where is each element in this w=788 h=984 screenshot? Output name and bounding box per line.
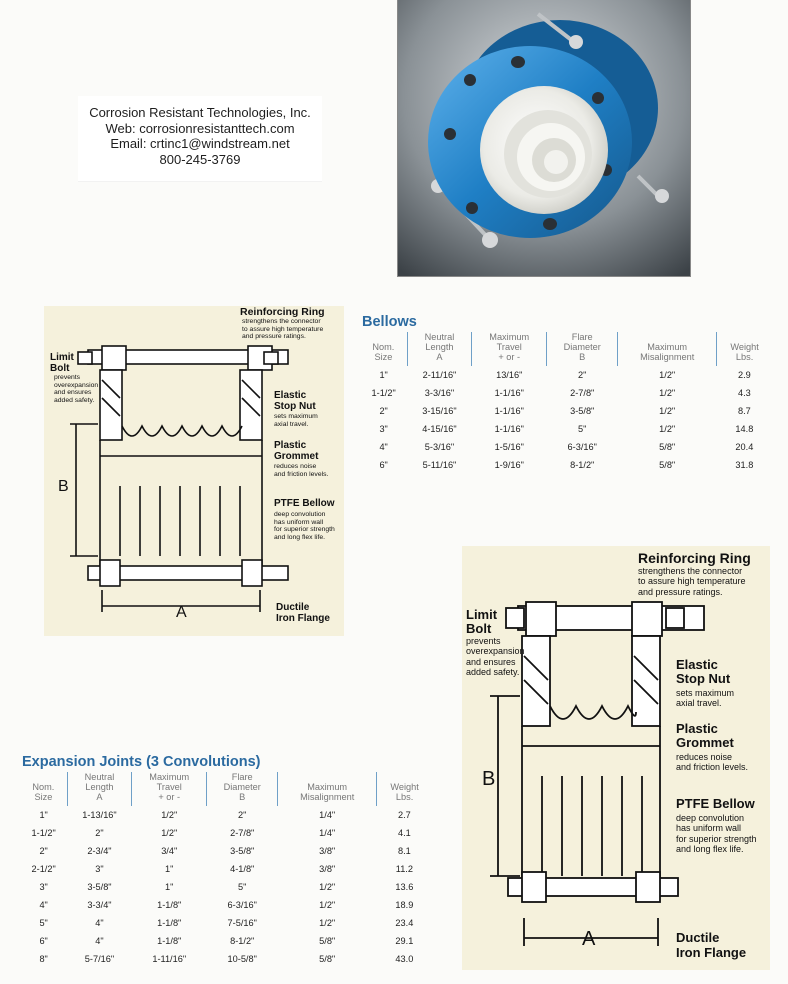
table-cell: 20.4: [735, 442, 754, 452]
table-row: [20, 950, 432, 968]
table-cell: 5/8": [319, 954, 336, 964]
label-elastic-stop-nut-large: Elastic Stop Nut: [676, 657, 731, 686]
table-cell: 1/4": [319, 810, 336, 820]
table-cell: 8.1: [397, 846, 411, 856]
table-cell: 2": [238, 810, 247, 820]
table-cell: 2-11/16": [422, 370, 457, 380]
table-cell: 5": [578, 424, 587, 434]
table-row: [20, 914, 432, 932]
desc-ptfe-bellow-large: deep convolution has uniform wall for superior strength and long flex life.: [676, 813, 757, 855]
table-cell: 2.7: [397, 810, 411, 820]
desc-elastic-stop-nut: sets maximum axial travel.: [274, 413, 318, 428]
dimension-a-large: A: [582, 928, 596, 950]
dimension-a: A: [176, 604, 187, 621]
table-cell: 3-5/8": [570, 406, 595, 416]
table-cell: 3": [39, 882, 48, 892]
column-header: Weight Lbs.: [730, 342, 759, 362]
table-cell: 2-1/2": [31, 864, 56, 874]
table-cell: 4": [95, 918, 104, 928]
column-header: Maximum Misalignment: [278, 772, 377, 806]
bellows-title: Bellows: [362, 314, 417, 330]
table-cell: 1/2": [659, 388, 676, 398]
table-cell: 1/2": [161, 828, 178, 838]
label-ptfe-bellow: PTFE Bellow: [274, 498, 335, 509]
table-row: [20, 806, 432, 824]
table-cell: 8": [39, 954, 48, 964]
table-cell: 1-1/8": [157, 900, 182, 910]
expansion-joints-table: [20, 772, 432, 968]
column-header: Maximum Travel + or -: [132, 772, 207, 806]
table-cell: 3-3/16": [424, 388, 455, 398]
table-cell: 2": [39, 846, 48, 856]
table-cell: 3": [379, 424, 388, 434]
dimension-b-large: B: [482, 768, 496, 790]
table-cell: 1": [165, 864, 174, 874]
table-cell: 14.8: [735, 424, 754, 434]
desc-elastic-stop-nut-large: sets maximum axial travel.: [676, 688, 735, 709]
table-cell: 4.3: [737, 388, 751, 398]
company-name: Corrosion Resistant Technologies, Inc.: [89, 105, 311, 120]
table-cell: 5": [238, 882, 247, 892]
table-cell: 31.8: [735, 460, 754, 470]
website-text: Web: corrosionresistanttech.com: [105, 120, 295, 136]
table-row: [360, 420, 772, 438]
table-cell: 3": [95, 864, 104, 874]
table-cell: 1-1/8": [157, 936, 182, 946]
table-cell: 3/4": [161, 846, 178, 856]
label-ductile-iron-flange-large: Ductile Iron Flange: [676, 930, 747, 960]
table-cell: 8-1/2": [570, 460, 595, 470]
table-cell: 3/8": [319, 864, 336, 874]
table-cell: 2-3/4": [87, 846, 112, 856]
column-header: Neutral Length A: [407, 332, 471, 366]
table-cell: 1-1/2": [31, 828, 56, 838]
desc-limit-bolt-large: prevents overexpansion and ensures added safety.: [466, 636, 525, 678]
label-reinforcing-ring: Reinforcing Ring: [240, 306, 325, 318]
table-cell: 2": [379, 406, 388, 416]
table-cell: 4-1/8": [230, 864, 255, 874]
table-cell: 1/4": [319, 828, 336, 838]
table-row: [20, 932, 432, 950]
table-row: [20, 824, 432, 842]
table-cell: 6": [39, 936, 48, 946]
table-cell: 4": [379, 442, 388, 452]
table-cell: 1-1/16": [494, 388, 524, 398]
email-text: Email: crtinc1@windstream.net: [110, 136, 290, 151]
label-limit-bolt-large: Limit Bolt: [466, 607, 498, 636]
table-cell: 13/16": [496, 370, 523, 380]
table-row: [360, 402, 772, 420]
table-cell: 3-5/8": [230, 846, 255, 856]
table-cell: 5-11/16": [422, 460, 457, 470]
table-cell: 1-1/8": [157, 918, 182, 928]
table-row: [20, 842, 432, 860]
bellows-table: [360, 332, 772, 474]
desc-plastic-grommet: reduces noise and friction levels.: [274, 463, 329, 478]
column-header: Flare Diameter B: [547, 332, 618, 366]
label-ptfe-bellow-large: PTFE Bellow: [676, 796, 755, 811]
diagram-large: [462, 546, 770, 970]
column-header: Flare Diameter B: [207, 772, 278, 806]
table-cell: 4": [95, 936, 104, 946]
table-cell: 5": [39, 918, 48, 928]
table-cell: 1/2": [659, 424, 676, 434]
table-cell: 6-3/16": [567, 442, 597, 452]
table-cell: 2.9: [737, 370, 751, 380]
label-plastic-grommet-large: Plastic Grommet: [676, 721, 734, 750]
table-cell: 3-15/16": [422, 406, 457, 416]
table-cell: 3/8": [319, 846, 336, 856]
desc-limit-bolt: prevents overexpansion and ensures added safety.: [54, 374, 99, 404]
table-cell: 1-1/16": [494, 424, 524, 434]
table-cell: 1/2": [161, 810, 178, 820]
contact-card: [78, 96, 322, 182]
table-cell: 18.9: [395, 900, 414, 910]
table-row: [20, 878, 432, 896]
label-elastic-stop-nut: Elastic Stop Nut: [274, 390, 316, 412]
table-cell: 1/2": [319, 918, 336, 928]
table-cell: 43.0: [395, 954, 414, 964]
diagram-small: [44, 306, 344, 636]
column-header: Nom. Size: [360, 332, 407, 366]
table-cell: 23.4: [395, 918, 414, 928]
column-header: Nom. Size: [20, 772, 67, 806]
column-header: Maximum Travel + or -: [472, 332, 547, 366]
table-cell: 2-7/8": [570, 388, 595, 398]
table-cell: 8.7: [737, 406, 751, 416]
table-cell: 2": [578, 370, 587, 380]
table-cell: 6-3/16": [227, 900, 257, 910]
table-cell: 6": [379, 460, 388, 470]
table-cell: 1-9/16": [494, 460, 524, 470]
table-cell: 1": [379, 370, 388, 380]
table-cell: 3-5/8": [87, 882, 112, 892]
table-cell: 1": [39, 810, 48, 820]
table-cell: 5-7/16": [84, 954, 115, 964]
column-header: Weight Lbs.: [390, 782, 419, 802]
table-cell: 1/2": [659, 406, 676, 416]
product-photo: [398, 0, 690, 276]
table-row: [20, 860, 432, 878]
table-row: [360, 438, 772, 456]
table-row: [20, 896, 432, 914]
table-cell: 10-5/8": [227, 954, 257, 964]
table-cell: 29.1: [395, 936, 414, 946]
column-header: Neutral Length A: [67, 772, 131, 806]
table-cell: 4.1: [397, 828, 411, 838]
label-reinforcing-ring-large: Reinforcing Ring: [638, 550, 751, 566]
desc-reinforcing-ring: strengthens the connector to assure high temperature and pressure ratings.: [242, 318, 324, 341]
table-row: [360, 366, 772, 384]
table-cell: 8-1/2": [230, 936, 255, 946]
table-cell: 2": [95, 828, 104, 838]
label-limit-bolt: Limit Bolt: [50, 352, 74, 374]
table-cell: 1-11/16": [152, 954, 187, 964]
table-cell: 2-7/8": [230, 828, 255, 838]
table-cell: 1-13/16": [82, 810, 117, 820]
table-cell: 5-3/16": [424, 442, 455, 452]
table-cell: 4-15/16": [422, 424, 457, 434]
table-cell: 5/8": [659, 442, 676, 452]
table-row: [360, 456, 772, 474]
phone-text: 800-245-3769: [159, 151, 241, 167]
desc-ptfe-bellow: deep convolution has uniform wall for superior strength and long flex life.: [274, 511, 335, 541]
expansion-joints-title: Expansion Joints (3 Convolutions): [22, 754, 261, 770]
desc-plastic-grommet-large: reduces noise and friction levels.: [676, 752, 749, 773]
table-cell: 1-1/2": [371, 388, 396, 398]
table-row: [360, 384, 772, 402]
table-cell: 5/8": [319, 936, 336, 946]
table-cell: 13.6: [395, 882, 414, 892]
table-cell: 4": [39, 900, 48, 910]
table-cell: 1-1/16": [494, 406, 524, 416]
label-plastic-grommet: Plastic Grommet: [274, 440, 319, 462]
table-cell: 1/2": [319, 900, 336, 910]
table-cell: 1/2": [659, 370, 676, 380]
table-cell: 1-5/16": [494, 442, 524, 452]
table-cell: 5/8": [659, 460, 676, 470]
label-ductile-iron-flange: Ductile Iron Flange: [276, 602, 330, 624]
table-cell: 11.2: [395, 864, 413, 874]
desc-reinforcing-ring-large: strengthens the connector to assure high temperature and pressure ratings.: [638, 566, 746, 597]
table-cell: 3-3/4": [87, 900, 112, 910]
column-header: Maximum Misalignment: [618, 332, 717, 366]
table-cell: 7-5/16": [227, 918, 257, 928]
table-cell: 1/2": [319, 882, 336, 892]
table-cell: 1": [165, 882, 174, 892]
dimension-b: B: [58, 478, 69, 495]
